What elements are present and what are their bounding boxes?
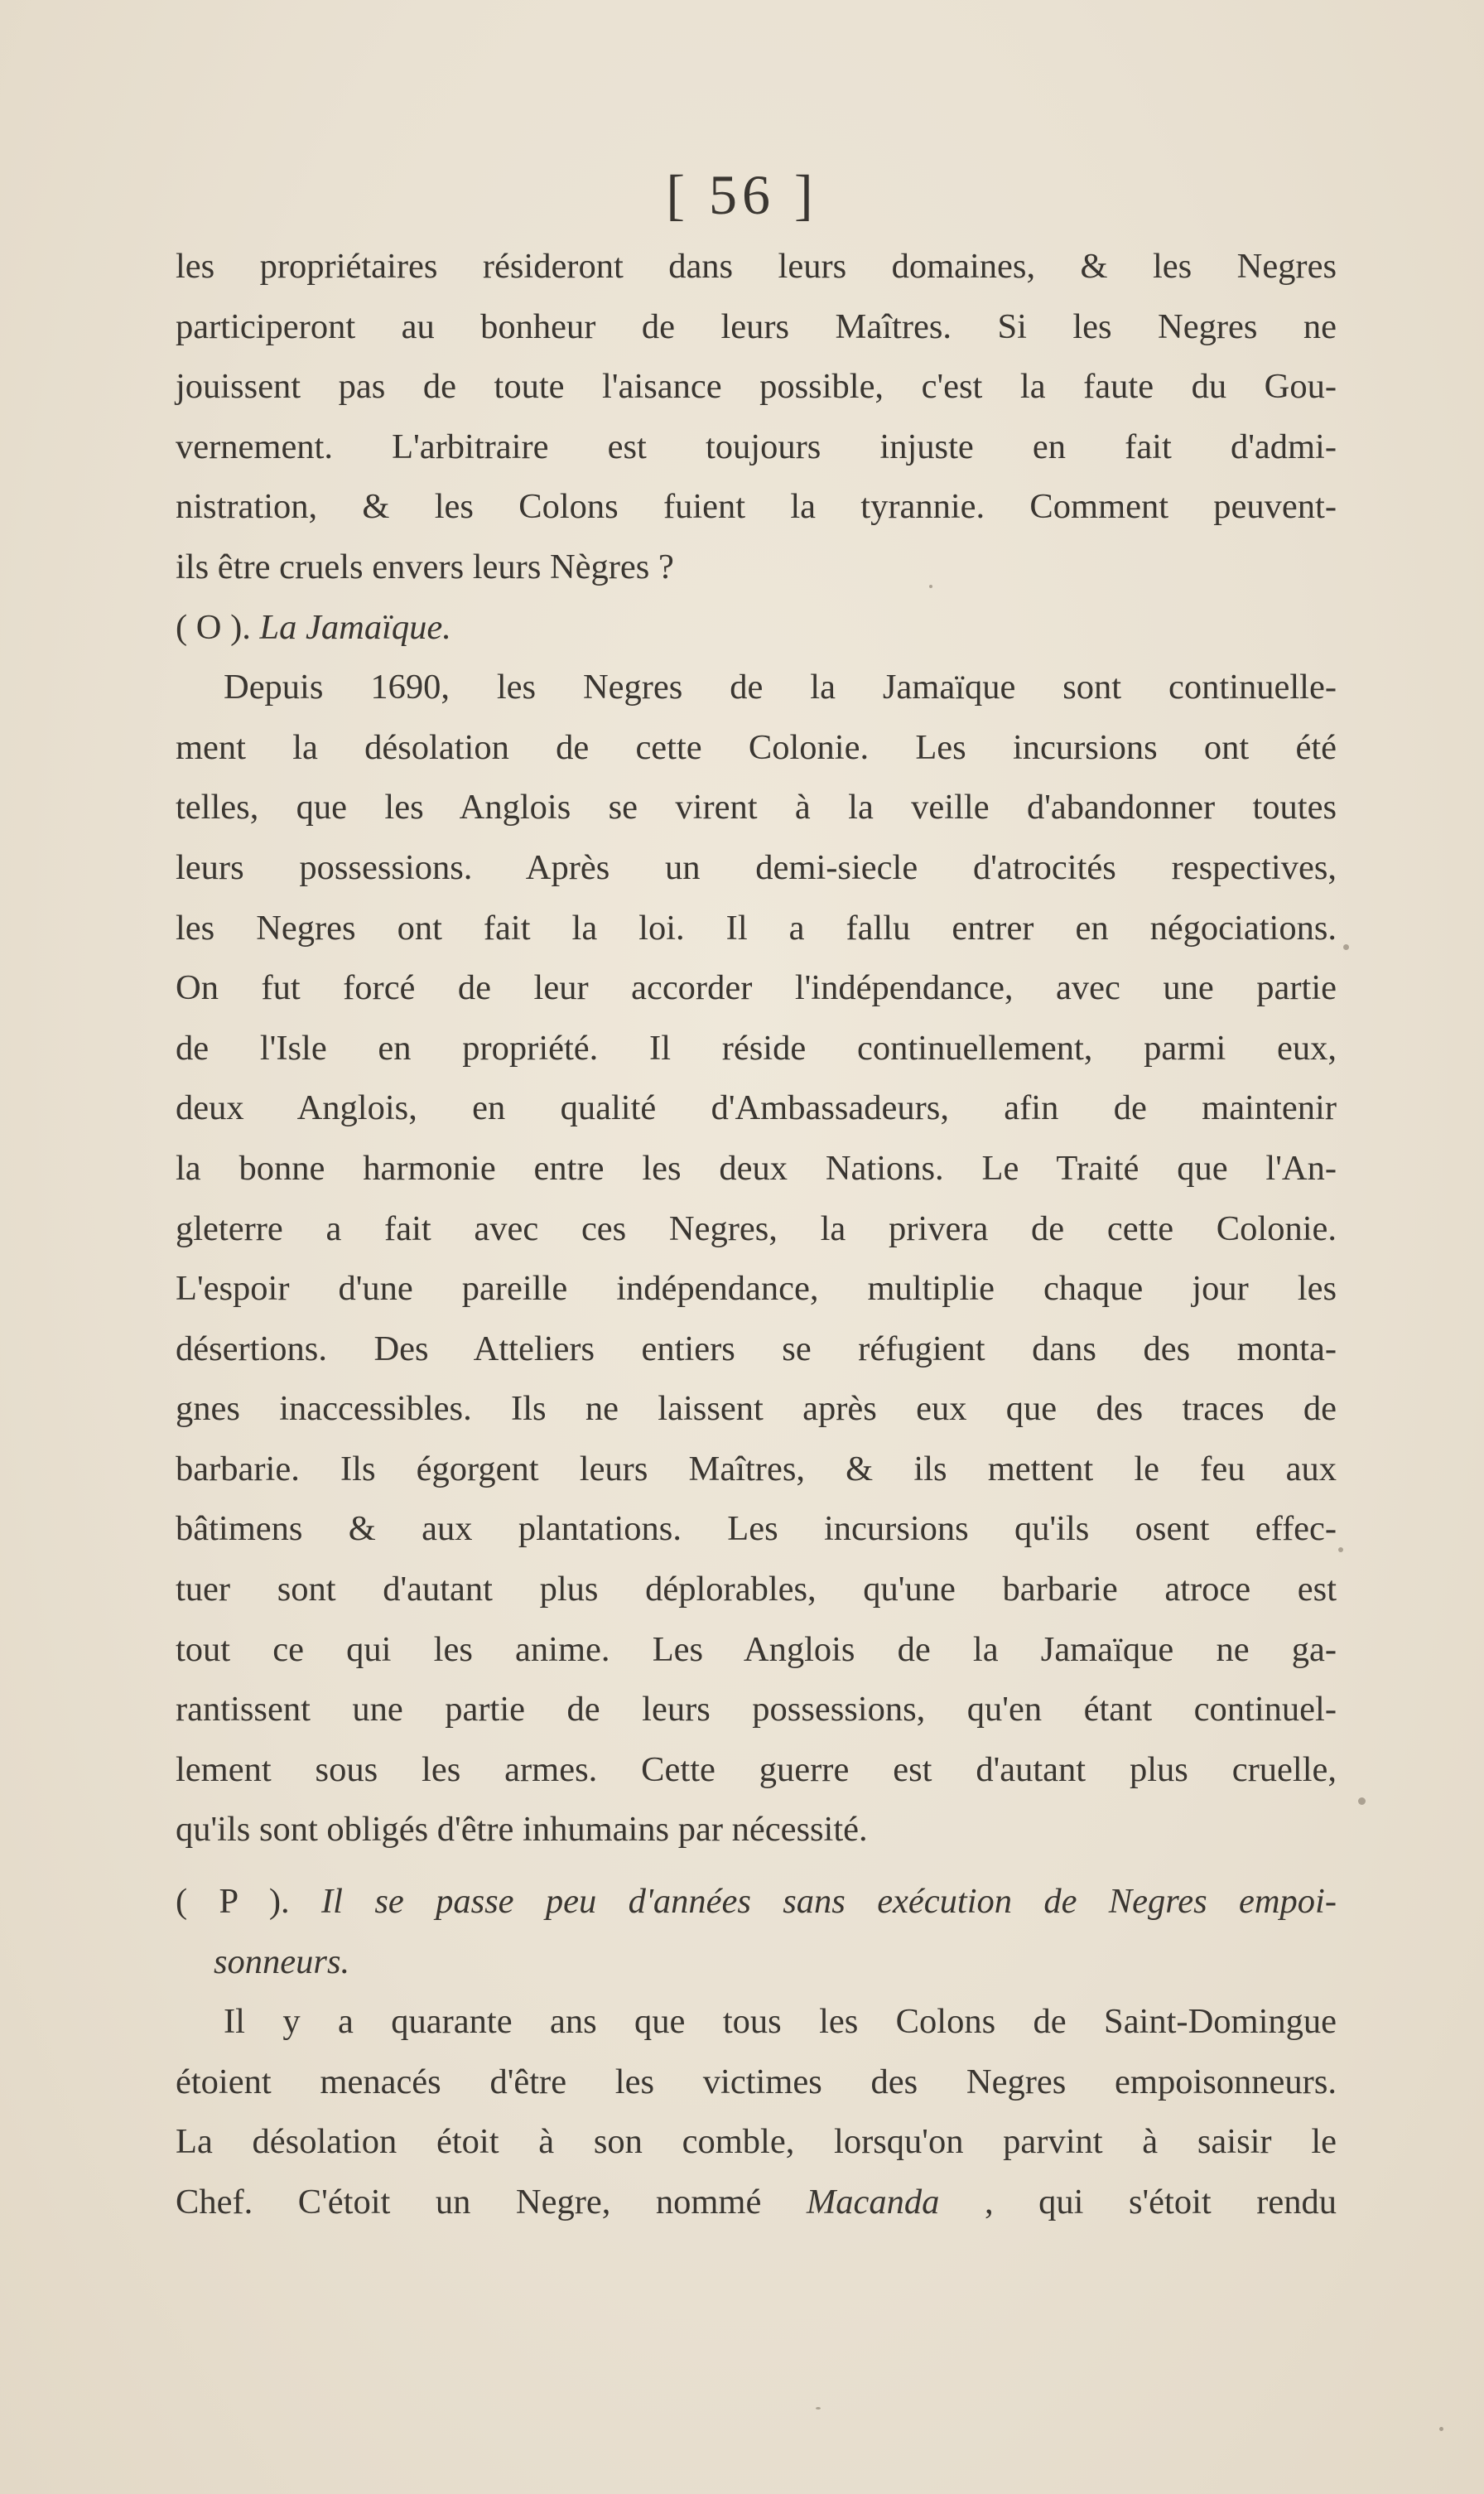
note-title: La Jamaïque. xyxy=(259,607,451,647)
text-line xyxy=(176,2173,1337,2233)
paper-speck xyxy=(1439,2427,1443,2431)
note-heading-line xyxy=(176,1872,1337,1932)
text-fragment: Chef. C'étoit un Negre, nommé xyxy=(176,2183,807,2221)
text-line: Depuis 1690, les Negres de la Jamaïque sont continuelle- xyxy=(224,668,1337,707)
text-line: ils être cruels envers leurs Nègres ? xyxy=(176,547,674,586)
text-line: étoient menacés d'être les victimes des Negres empoisonneurs. xyxy=(176,2062,1337,2101)
text-line: La désolation étoit à son comble, lorsqu'on parvint à saisir le xyxy=(176,2122,1337,2162)
text-line: qu'ils sont obligés d'être inhumains par nécessité. xyxy=(176,1810,868,1850)
text-line: gleterre a fait avec ces Negres, la privera de cette Colonie. xyxy=(176,1208,1337,1248)
text-line: gnes inaccessibles. Ils ne laissent après eux que des traces de xyxy=(176,1389,1337,1429)
text-line: participeront au bonheur de leurs Maîtres. Si les Negres ne xyxy=(176,306,1337,346)
text-line: vernement. L'arbitraire est toujours injuste en fait d'admi- xyxy=(176,427,1337,466)
text-line: de l'Isle en propriété. Il réside continuellement, parmi eux, xyxy=(176,1028,1337,1068)
text-line: rantissent une partie de leurs possessions, qu'en étant continuel- xyxy=(176,1690,1337,1729)
text-line: bâtimens & aux plantations. Les incursions qu'ils osent effec- xyxy=(176,1509,1337,1549)
text-line: la bonne harmonie entre les deux Nations. Le Traité que l'An- xyxy=(176,1148,1337,1188)
text-line: ment la désolation de cette Colonie. Les incursions ont été xyxy=(176,727,1337,767)
text-line: Il y a quarante ans que tous les Colons de Saint-Domingue xyxy=(224,2002,1337,2042)
text-line: les propriétaires résideront dans leurs domaines, & les Negres xyxy=(176,247,1337,286)
paragraph-saint-domingue xyxy=(176,1992,1337,2232)
text-line: telles, que les Anglois se virent à la veille d'abandonner toutes xyxy=(176,788,1337,827)
text-line: les Negres ont fait la loi. Il a fallu entrer en négociations. xyxy=(176,908,1337,948)
text-block xyxy=(176,237,1337,2233)
paragraph-jamaique xyxy=(176,658,1337,1860)
note-heading-o xyxy=(176,598,1337,658)
text-line: L'espoir d'une pareille indépendance, multiplie chaque jour les xyxy=(176,1269,1337,1309)
page-number: [ 56 ] xyxy=(666,163,818,226)
text-fragment: , qui s'étoit rendu xyxy=(984,2183,1337,2221)
note-title: sonneurs. xyxy=(214,1942,350,1981)
note-title: Il se passe peu d'années sans exécution de Negres empoi- xyxy=(321,1882,1337,1922)
text-line: jouissent pas de toute l'aisance possible, c'est la faute du Gou- xyxy=(176,367,1337,407)
text-line: On fut forcé de leur accorder l'indépendance, avec une partie xyxy=(176,968,1337,1008)
note-label: ( O ). xyxy=(176,607,251,647)
paper-speck xyxy=(1343,944,1349,950)
paper-speck xyxy=(1358,1797,1366,1805)
paper-speck xyxy=(816,2407,821,2410)
person-name: Macanda xyxy=(806,2183,940,2221)
note-label: ( P ). xyxy=(176,1882,290,1922)
text-line: tuer sont d'autant plus déplorables, qu'une barbarie atroce est xyxy=(176,1570,1337,1609)
spacer xyxy=(176,1860,1337,1872)
text-line: tout ce qui les anime. Les Anglois de la Jamaïque ne ga- xyxy=(176,1629,1337,1669)
note-heading-line xyxy=(176,1932,1337,1993)
text-line: désertions. Des Atteliers entiers se réfugient dans des monta- xyxy=(176,1329,1337,1368)
text-line: leurs possessions. Après un demi-siecle d'atrocités respectives, xyxy=(176,847,1337,887)
paragraph-continuation xyxy=(176,237,1337,598)
text-line: barbarie. Ils égorgent leurs Maîtres, & ils mettent le feu aux xyxy=(176,1449,1337,1488)
note-heading-p xyxy=(176,1872,1337,1992)
text-line: lement sous les armes. Cette guerre est d'autant plus cruelle, xyxy=(176,1749,1337,1789)
text-line: nistration, & les Colons fuient la tyrannie. Comment peuvent- xyxy=(176,487,1337,527)
paper-speck xyxy=(929,585,932,588)
paper-speck xyxy=(1338,1547,1343,1552)
text-line: deux Anglois, en qualité d'Ambassadeurs, afin de maintenir xyxy=(176,1088,1337,1128)
